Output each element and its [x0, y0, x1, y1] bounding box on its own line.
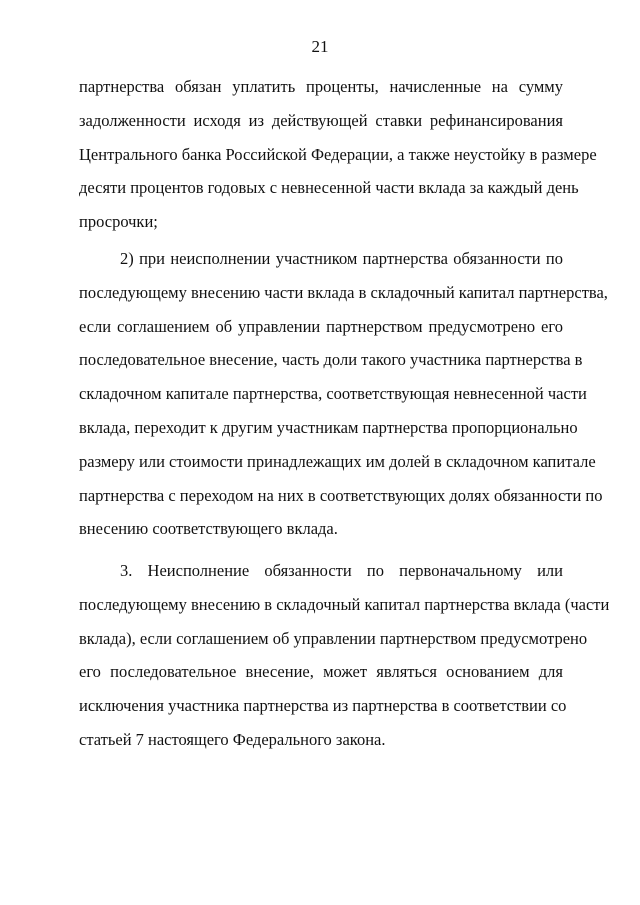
- paragraph-line: 2) при неисполнении участником партнерства обязанности по: [120, 249, 563, 268]
- paragraph-line: статьей 7 настоящего Федерального закона.: [79, 729, 386, 749]
- paragraph-line: вклада), если соглашением об управлении партнерством предусмотрено: [79, 628, 588, 648]
- paragraph-line: вклада, переходит к другим участникам партнерства пропорционально: [79, 417, 578, 437]
- paragraph-continuation: [79, 70, 597, 239]
- paragraph-line: последовательное внесение, часть доли такого участника партнерства в: [79, 350, 583, 370]
- paragraph-line: Центрального банка Российской Федерации, а также неустойку в размере: [79, 144, 597, 164]
- paragraph-line: партнерства обязан уплатить проценты, начисленные на сумму: [79, 77, 563, 96]
- paragraph-line: 3. Неисполнение обязанности по первоначальному или: [120, 561, 563, 580]
- page-number: 21: [311, 37, 329, 56]
- paragraph-line: последующему внесению в складочный капитал партнерства вклада (части: [79, 594, 610, 614]
- paragraph-line: задолженности исходя из действующей ставки рефинансирования: [79, 110, 563, 130]
- paragraph-line: его последовательное внесение, может являться основанием для: [79, 662, 563, 682]
- paragraph-line: последующему внесению части вклада в складочный капитал партнерства,: [79, 282, 608, 302]
- paragraph-line: партнерства с переходом на них в соответствующих долях обязанности по: [79, 485, 603, 505]
- paragraph-line: складочном капитале партнерства, соответствующая невнесенной части: [79, 384, 587, 404]
- paragraph-line: размеру или стоимости принадлежащих им долей в складочном капитале: [79, 451, 596, 471]
- paragraph-line: просрочки;: [79, 212, 158, 232]
- paragraph-item-2: [79, 242, 608, 546]
- paragraph-line: если соглашением об управлении партнерством предусмотрено его: [79, 316, 563, 336]
- paragraph-line: исключения участника партнерства из партнерства в соответствии со: [79, 696, 567, 716]
- paragraph-line: десяти процентов годовых с невнесенной части вклада за каждый день: [79, 178, 579, 198]
- paragraph-line: внесению соответствующего вклада.: [79, 519, 338, 539]
- paragraph-section-3: [79, 554, 610, 757]
